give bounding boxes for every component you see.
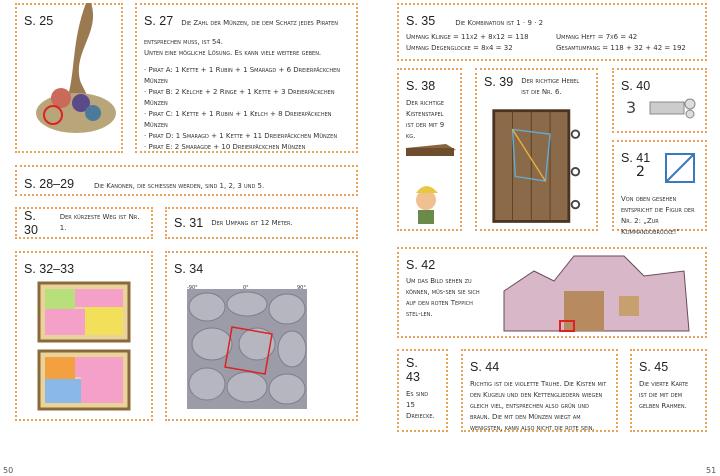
list-item: · Pirat D: 1 Smaragd + 1 Kette + 11 Dreierpäckchen Münzen [144,132,338,140]
heading: S. 44 [470,360,500,374]
answer-text: Der kürzeste Weg ist Nr. 1. [59,213,140,232]
solution-s42 [397,247,707,338]
heading: S. 42 [406,258,436,272]
intro-text: Die Zahl der Münzen, die dem Schatz jedes Piraten entsprechen muss, ist 54. [144,19,339,46]
solution-s45 [630,349,707,432]
stone-wall-illustration [187,289,307,409]
answer-text: Um das Bild sehen zu können, müs-sen sie sich auf den roten Teppich stel-len. [406,277,480,318]
heading: S. 32–33 [24,262,75,276]
answer-number: 2 [636,164,645,180]
answer-text: Die Kanonen, die schiessen werden, sind 1, 2, 3 und 5. [94,182,265,190]
answer-text: Richtig ist die violette Truhe. Die Kisten mit den Kugeln und den Kettengliedern wiegen gleich viel, entsprechen also grün und braun. Die mit den Münzen wiegt am wenigsten, kann also nicht die rote sein. [470,380,607,432]
heading: S. 34 [174,262,204,276]
answer-text: Die vierte Karte ist die mit dem gelben Rahmen. [639,380,689,410]
heading: S. 30 [24,209,38,237]
answer-text: Der richtige Hebel ist die Nr. 6. [521,77,580,96]
solution-s39 [475,68,598,231]
list-item: · Pirat A: 1 Kette + 1 Rubin + 1 Smaragd + 6 Dreierpäckchen Münzen [144,66,341,85]
solution-s31 [165,207,358,239]
solution-s43 [397,349,448,432]
top-view-figure-icon [664,152,698,184]
heading: S. 31 [174,216,204,230]
tick-label: -90° [187,285,198,291]
solution-s34 [165,251,358,421]
solution-s28-29 [15,165,358,196]
door-levers-illustration [489,106,583,228]
answer-text: Der richtige Kistenstapel ist der mit 9 kg. [406,99,445,140]
solution-s41 [612,140,707,236]
calc-line: Umfang Heft = 7x6 = 42 [556,33,638,41]
answer-text: Es sind 15 Dreiecke. [406,390,435,420]
answer-text: Die Kombination ist 1 · 9 · 2 [455,19,544,27]
heading: S. 38 [406,79,436,93]
list-item: · Pirat C: 1 Kette + 1 Rubin + 1 Kelch + 8 Dreierpäckchen Münzen [144,110,332,129]
heading: S. 43 [406,356,420,384]
heading: S. 40 [621,79,651,93]
solution-s38 [397,68,462,231]
heading: S. 35 [406,14,436,28]
house-illustration [494,251,694,335]
calc-line: Gesamtumfang = 118 + 32 + 42 = 192 [556,44,686,52]
heading: S. 25 [24,14,54,28]
heading: S. 41 [621,151,651,165]
list-item: · Pirat E: 2 Smaragde + 10 Dreierpäckchen Münzen [144,143,306,151]
page-number-right: 51 [706,466,717,475]
list-item: · Pirat B: 2 Kelche + 2 Ringe + 1 Kette + 3 Dreierpäckchen Münzen [144,88,335,107]
solution-s35 [397,3,707,61]
heading: S. 45 [639,360,669,374]
solution-s27 [135,3,358,153]
calc-line: Umfang Klinge = 11x2 + 8x12 = 118 [406,33,529,41]
note-text: Unten eine mögliche Lösung. Es kann viele weitere geben. [144,49,322,57]
calc-line: Umfang Degenglocke = 8x4 = 32 [406,44,513,52]
tick-label: 0° [243,285,249,291]
page-number-left: 50 [3,466,14,475]
solution-s40 [612,68,707,133]
shape-figure-icon [648,96,698,120]
solution-s32-33 [15,251,153,421]
answer-text: Der Umfang ist 12 Meter. [211,218,293,227]
crates-boy-illustration [404,138,459,226]
answer-text: Von oben gesehen entspricht die Figur der Nr. 2: „Zur Kommandobrücke!“ [621,195,695,236]
solution-s44 [461,349,618,432]
answer-number: 3 [626,98,637,117]
map-puzzle-illustration [37,281,133,411]
heading: S. 39 [484,75,514,89]
solution-s30 [15,207,153,239]
tick-label: 90° [297,285,306,291]
solution-s25 [15,3,123,153]
heading: S. 27 [144,14,174,28]
heading: S. 28–29 [24,177,75,191]
pirate-tree-illustration [31,3,121,149]
